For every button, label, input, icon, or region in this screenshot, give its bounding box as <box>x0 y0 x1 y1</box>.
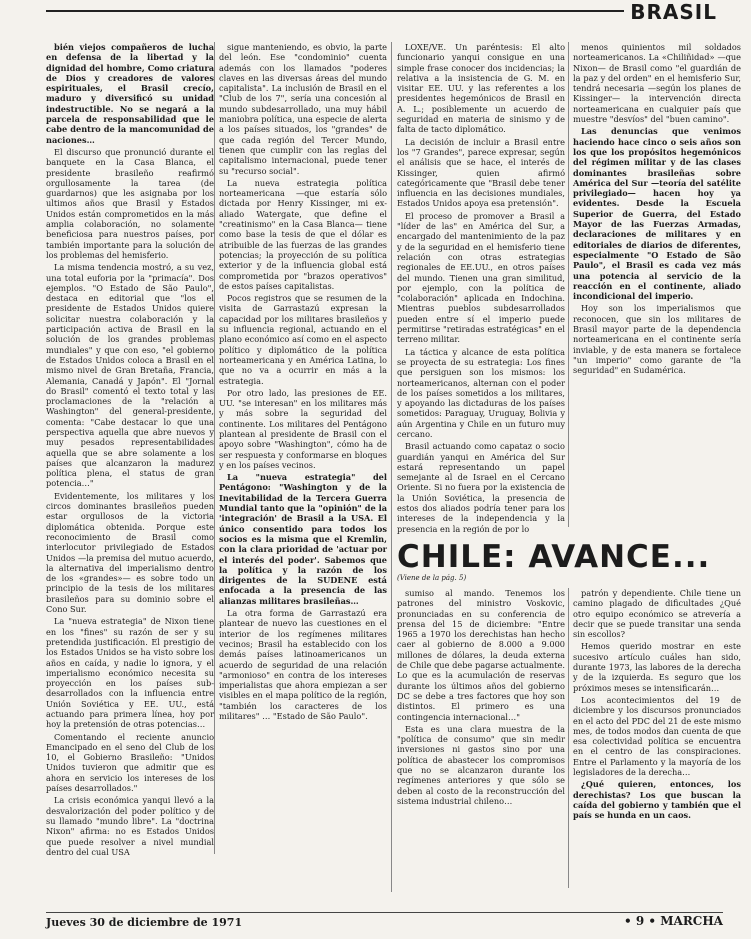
paragraph: sumiso al mando. Tenemos los patrones del ministro Voskovic, pronunciadas en su conferencia de prensa del 15 de diciembre: "Entre 1965 a 1970 los derechistas han hecho caer al gobierno de 8.000 a 9.000 millones de dólares, la deuda externa de Chile que debe pagarse actualmente. Lo que es la acumulación de reservas durante los últimos años del gobierno DC se debe a tres factores que hoy son distintos. El primero es una contingencia internacional…" <box>397 588 565 722</box>
paragraph: Esta es una clara muestra de la "política de consumo" que sin medir inversiones ni gastos sino por una política de abastecer los compromisos que no se alcanzaron durante los regímenes anteriores y que sólo se deben al costo de la reconstrucción del sistema industrial chileno… <box>397 723 565 806</box>
paragraph: La "nueva estrategia" del Pentágono: "Washington y de la Inevitabilidad de la Tercera Guerra Mundial tanto que la "opinión" de la 'integración' de Brasil a la USA. El único consentido para todos los socios es la misma que el Kremlin, con la clara prioridad de 'actuar por el interés del poder'. Sabemos que la política y la razón de los dirigentes de la SUDENE está enfocada a la presencia de las alianzas militares brasileñas… <box>219 472 387 606</box>
paragraph: La otra forma de Garrastazú era plantear de nuevo las cuestiones en el interior de los regímenes militares vecinos; Brasil ha establecido con los demás países latinoamericanos un acuerdo de seguridad de una relación "armonioso" en contra de los intereses imperialistas que ahora empiezan a ser visibles en el mapa político de la región, "también los caracteres de los militares" … "Estado de São Paulo". <box>219 608 387 721</box>
paragraph: La "nueva estrategia" de Nixon tiene en los "fines" su razón de ser y su pretendida justificación. El prestigio de los Estados Unidos se ha visto sobre los años en caída, y nadie lo ignora, y el imperialismo económico necesita su proyección en los países sub-desarrollados con la influencia entre Unión Soviética y EE. UU., está actuando para primera línea, hoy por hoy la pretensión de otras potencias… <box>46 616 214 730</box>
article-column-2 <box>219 42 387 854</box>
issue-date: Jueves 30 de diciembre de 1971 <box>46 916 243 929</box>
paragraph: El discurso que pronunció durante el banquete en la Casa Blanca, el presidente brasileño reafirmó orgullosamente la tarea (de guardarnos) que les asignaba por los ultimos años que Brasil y Estados Unidos están comprometidos en la más amplia colaboración, no solamente beneficiosa para nuestros países, por también importante para la solución de los problemas del hemisferio. <box>46 146 214 260</box>
paragraph: Pocos registros que se resumen de la visita de Garrastazú expresan la capacidad por los militares brasileños y su influencia regional, actuando en el plano económico así como en el aspecto político y diplomático de la política norteamericana y en América Latina, lo que no va a ocurrir en más a la estrategia. <box>219 293 387 386</box>
column-divider <box>214 42 215 854</box>
paragraph: Por otro lado, las presiones de EE. UU. "se interesan" en los militares más y más sobre la seguridad del continente. Los militares del Pentágono plantean al presidente de Brasil con el apoyo sobre "Washington", cómo ha de ser respuesta y conformarse en bloques y en los países vecinos. <box>219 387 387 470</box>
paragraph: La nueva estrategia política norteamericana —que estaría sólo dictada por Henry Kissinger, mi ex-aliado Watergate, que define el "creatinismo" en la Casa Blanca— tiene como base la tesis de que el dólar es atribuible de las fuerzas de las grandes potencias; la proyección de su política exterior y de la influencia global está comprometida por "brazos operativos" de estos países capitalistas. <box>219 177 387 291</box>
article-column-1 <box>46 42 214 857</box>
chile-headline: CHILE: AVANCE... <box>397 539 711 575</box>
paragraph: La misma tendencia mostró, a su vez, una total euforia por la "primacía". Dos ejemplos. "O Estado de São Paulo", destaca en editorial que "los el presidente de Estados Unidos quiere solicitar nuestra colaboración y la participación activa de Brasil en la solución de los grandes problemas mundiales" y que con eso, "el gobierno de Estados Unidos coloca a Brasil en el mismo nivel de Gran Bretaña, Francia, Alemania, Canadá y Japón". El "Jornal do Brasil" comentó el texto total y las proclamaciones de la "relación a Washington" del general-presidente, comenta: "Cabe destacar lo que una perspectiva aquella que abre nuevos y muy pesados representabilidades aquella que se abre solamente a los países que alcanzaron la madurez política plena, el status de gran potencia…" <box>46 262 214 489</box>
column-divider <box>568 588 569 888</box>
section-label: BRASIL <box>624 0 723 24</box>
column-divider <box>391 42 392 892</box>
paragraph: sigue manteniendo, es obvio, la parte del león. Ese "condominio" cuenta además con los llamados "poderes claves en las diversas áreas del mundo capitalista". La inclusión de Brasil en el "Club de los 7", sería una concesión al mundo subdesarrollado, una muy hábil maniobra política, una especie de alerta a los países situados, los "grandes" de que cada región del Tercer Mundo, tienen que cumplir con las reglas del capitalismo internacional, puede tener su "recurso social". <box>219 42 387 176</box>
paragraph: La táctica y alcance de esta política se proyecta de su estrategia: Los fines que persiguen son los mismos: los norteamericanos, alternan con el poder de los países sometidos a los militares, y apoyando las dictaduras de los países sometidos: Paraguay, Uruguay, Bolivia y aún Argentina y Chile en un futuro muy cercano. <box>397 346 565 439</box>
chile-column-1 <box>397 588 565 888</box>
paragraph: La decisión de incluir a Brasil entre los "7 Grandes", parece expresar, según el análisis que se hace, el interés de Kissinger, quien afirmó categóricamente que "Brasil debe tener influencia en las decisiones mundiales, Estados Unidos apoya esa pretensión". <box>397 136 565 209</box>
paragraph: Los acontecimientos del 19 de diciembre y los discursos pronunciados en el acto del PDC del 21 de este mismo mes, de todos modos dan cuenta de que esa colectividad política se encuentra en el centro de las conspiraciones. Entre el Parlamento y la mayoría de los legisladores de la derecha… <box>573 694 741 778</box>
paragraph: Comentando el reciente anuncio Emancipado en el seno del Club de los 10, el Gobierno Brasileño: "Unidos Unidos tuvieron que admitir que es ahora en servicio los intereses de los países desarrollados." <box>46 731 214 794</box>
paragraph: La crisis económica yanqui llevó a la desvalorización del poder político y de su llamado "mundo libre". La "doctrina Nixon" afirma: no es Estados Unidos que puede resolver a nivel mundial dentro del cual USA <box>46 795 214 857</box>
chile-column-2 <box>573 588 741 888</box>
paragraph: Brasil actuando como capataz o socio guardián yanqui en América del Sur estará representando un papel semejante al de Israel en el Cercano Oriente. Si no fuera por la existencia de la Unión Soviética, la presencia de estos dos aliados podría tener para los intereses de la independencia y la presencia en la región de por lo <box>397 441 565 534</box>
paragraph: LOXE/VE. Un paréntesis: El alto funcionario yanqui consigue en una simple frase conocer dos incidencias; la relativa a la insistencia de G. M. en visitar EE. UU. y las referentes a los presidentes hegemónicos de Brasil en A. L.; posiblemente un acuerdo de seguridad en materia de sinismo y de falta de tacto diplomático. <box>397 42 565 135</box>
paragraph: Hemos querido mostrar en este sucesivo artículo cuáles han sido, durante 1973, las labores de la derecha y de la izquierda. Es seguro que los próximos meses se intensificarán… <box>573 641 741 693</box>
paragraph: Hoy son los imperialismos que reconocen, que sin los militares de Brasil mayor parte de la dependencia norteamericana en el continente sería inviable, y de esta manera se fortalece "un imperio" como garante de "la seguridad" en Sudamérica. <box>573 303 741 376</box>
paragraph: bién viejos compañeros de lucha en defensa de la libertad y la dignidad del hombre, Como criatura de Dios y creadores de valores espirituales, el Brasil crecío, maduro y diversificó su unidad indestructible. No se negará a la parcela de responsabilidad que le cabe dentro de la mancomunidad de naciones… <box>46 42 214 145</box>
article-column-4 <box>573 42 741 527</box>
header-rule <box>46 10 723 12</box>
paragraph: El proceso de promover a Brasil a "líder de las" en América del Sur, a encargado del mantenimiento de la paz y de la seguridad en el hemisferio tiene relación con otras estrategias regionales de EE.UU., en otros países del mundo. Tienen una gran similitud, por ejemplo, con la política de "colaboración" aplicada en Indochina. Mientras pueblos subdesarrollados pueden entre sí el imperio puede permitirse "retiradas estratégicas" en el terreno militar. <box>397 210 565 345</box>
column-divider <box>568 42 569 527</box>
paragraph: menos quinientos mil soldados norteamericanos. La «Chiliñidad» —que Nixon— de Brasil como "el guardián de la paz y del orden" en el hemisferio Sur, tendrá necesaria —según los planes de Kissinger— la intervención directa norteamericana en cualquier país que muestre "desvíos" del "buen camino". <box>573 42 741 125</box>
paragraph: Las denuncias que venimos haciendo hace cinco o seis años son los que los propósitos hegemónicos del régimen militar y de las clases dominantes brasileñas sobre América del Sur —teoría del satélite privilegiado— hacen hoy ya evidentes. Desde la Escuela Superior de Guerra, del Estado Mayor de las Fuerzas Armadas, declaraciones de militares y en editoriales de diarios de diferentes, especialmente "O Estado de São Paulo", el Brasil es cada vez más una potencia al servicio de la reacción en el continente, aliado incondicional del imperio. <box>573 126 741 302</box>
paragraph: Evidentemente, los militares y los circos dominantes brasileños pueden estar orgullosos de la victoria diplomática obtenida. Porque este reconocimiento de Brasil como interlocutor privilegiado de Estados Unidos —la premisa del mutuo acuerdo, la alternativa del imperialismo dentro de los «grandes»— es sobre todo un principio de la tesis de los militares brasileños para su dominio sobre el Cono Sur. <box>46 490 214 615</box>
page-number: • 9 • MARCHA <box>624 914 723 928</box>
footer-rule <box>46 912 723 913</box>
paragraph: ¿Qué quieren, entonces, los derechistas? Los que buscan la caída del gobierno y también que el país se hunda en un caos. <box>573 779 741 821</box>
article-column-3 <box>397 42 565 534</box>
paragraph: patrón y dependiente. Chile tiene un camino plagado de dificultades ¿Qué otro equipo económico se atrevería a decir que se puede transitar una senda sin escollos? <box>573 588 741 640</box>
continued-note: (Viene de la pág. 5) <box>397 574 467 582</box>
